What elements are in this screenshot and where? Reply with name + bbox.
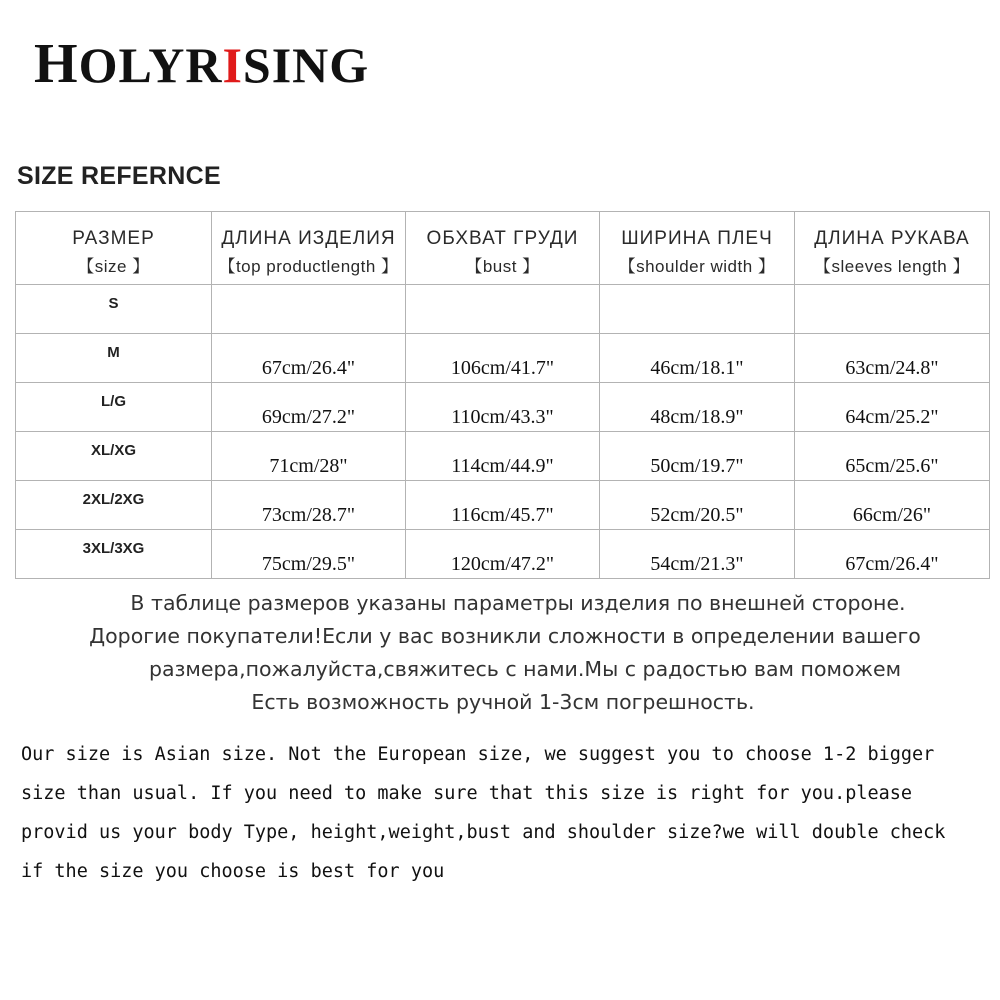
table-row bbox=[16, 383, 990, 432]
table-header-row bbox=[16, 212, 990, 285]
header-bust bbox=[406, 212, 600, 285]
length-cell: 73cm/28.7" bbox=[212, 481, 406, 530]
header-size-ru: РАЗМЕР bbox=[72, 228, 155, 249]
length-cell: 69cm/27.2" bbox=[212, 383, 406, 432]
header-sleeve-ru: ДЛИНА РУКАВА bbox=[814, 228, 970, 249]
russian-notice bbox=[0, 587, 1000, 719]
bust-cell: 116cm/45.7" bbox=[406, 481, 600, 530]
size-table bbox=[15, 211, 990, 579]
logo-middle: OLYR bbox=[78, 37, 223, 93]
bust-cell: 106cm/41.7" bbox=[406, 334, 600, 383]
header-size bbox=[16, 212, 212, 285]
length-cell: 75cm/29.5" bbox=[212, 530, 406, 579]
english-notice bbox=[21, 735, 991, 891]
russian-notice-line: размера,пожалуйста,свяжитесь с нами.Мы с радостью вам поможем bbox=[148, 657, 902, 681]
length-cell: 71cm/28" bbox=[212, 432, 406, 481]
logo-accent-letter: I bbox=[222, 37, 243, 93]
bust-cell: 110cm/43.3" bbox=[406, 383, 600, 432]
logo-initial: H bbox=[34, 33, 79, 95]
bust-cell: 120cm/47.2" bbox=[406, 530, 600, 579]
size-cell: S bbox=[16, 285, 212, 334]
header-length bbox=[212, 212, 406, 285]
section-title: SIZE REFERNCE bbox=[17, 162, 221, 190]
header-length-ru: ДЛИНА ИЗДЕЛИЯ bbox=[221, 228, 396, 249]
size-cell: L/G bbox=[16, 383, 212, 432]
size-cell: 3XL/3XG bbox=[16, 530, 212, 579]
size-cell: 2XL/2XG bbox=[16, 481, 212, 530]
english-notice-line: size than usual. If you need to make sure that this size is right for you.please bbox=[21, 783, 913, 804]
shoulder-cell: 46cm/18.1" bbox=[600, 334, 795, 383]
table-row bbox=[16, 334, 990, 383]
logo-rest: SING bbox=[242, 37, 370, 93]
russian-notice-line: Дорогие покупатели!Если у вас возникли сложности в определении вашего bbox=[89, 624, 921, 648]
sleeve-cell: 64cm/25.2" bbox=[795, 383, 990, 432]
table-row bbox=[16, 285, 990, 334]
table-row bbox=[16, 432, 990, 481]
header-bust-ru: ОБХВАТ ГРУДИ bbox=[426, 228, 579, 249]
size-cell: XL/XG bbox=[16, 432, 212, 481]
shoulder-cell: 48cm/18.9" bbox=[600, 383, 795, 432]
russian-notice-line: В таблице размеров указаны параметры изделия по внешней стороне. bbox=[130, 591, 906, 615]
sleeve-cell: 63cm/24.8" bbox=[795, 334, 990, 383]
sleeve-cell: 66cm/26" bbox=[795, 481, 990, 530]
table-row bbox=[16, 481, 990, 530]
header-sleeve bbox=[795, 212, 990, 285]
length-cell: 67cm/26.4" bbox=[212, 334, 406, 383]
sleeve-cell: 67cm/26.4" bbox=[795, 530, 990, 579]
size-cell: M bbox=[16, 334, 212, 383]
sleeve-cell: 65cm/25.6" bbox=[795, 432, 990, 481]
shoulder-cell: 54cm/21.3" bbox=[600, 530, 795, 579]
sleeve-cell bbox=[795, 285, 990, 334]
shoulder-cell: 52cm/20.5" bbox=[600, 481, 795, 530]
english-notice-line: Our size is Asian size. Not the European size, we suggest you to choose 1-2 bigger bbox=[21, 744, 935, 765]
header-sleeve-en: 【 sleeves length 】 bbox=[795, 252, 989, 277]
header-shoulder-ru: ШИРИНА ПЛЕЧ bbox=[621, 228, 773, 249]
header-shoulder-en: 【 shoulder width 】 bbox=[600, 252, 794, 277]
english-notice-line: if the size you choose is best for you bbox=[21, 861, 445, 882]
shoulder-cell bbox=[600, 285, 795, 334]
header-shoulder bbox=[600, 212, 795, 285]
bust-cell: 114cm/44.9" bbox=[406, 432, 600, 481]
shoulder-cell: 50cm/19.7" bbox=[600, 432, 795, 481]
bust-cell bbox=[406, 285, 600, 334]
brand-logo bbox=[34, 34, 369, 95]
header-bust-en: 【 bust 】 bbox=[406, 252, 599, 277]
length-cell bbox=[212, 285, 406, 334]
russian-notice-line: Есть возможность ручной 1-3см погрешность. bbox=[251, 690, 755, 714]
table-row bbox=[16, 530, 990, 579]
header-size-en: 【 size 】 bbox=[16, 252, 211, 277]
english-notice-line: provid us your body Type, height,weight,bust and shoulder size?we will double check bbox=[21, 822, 946, 843]
header-length-en: 【 top productlength 】 bbox=[212, 252, 405, 277]
